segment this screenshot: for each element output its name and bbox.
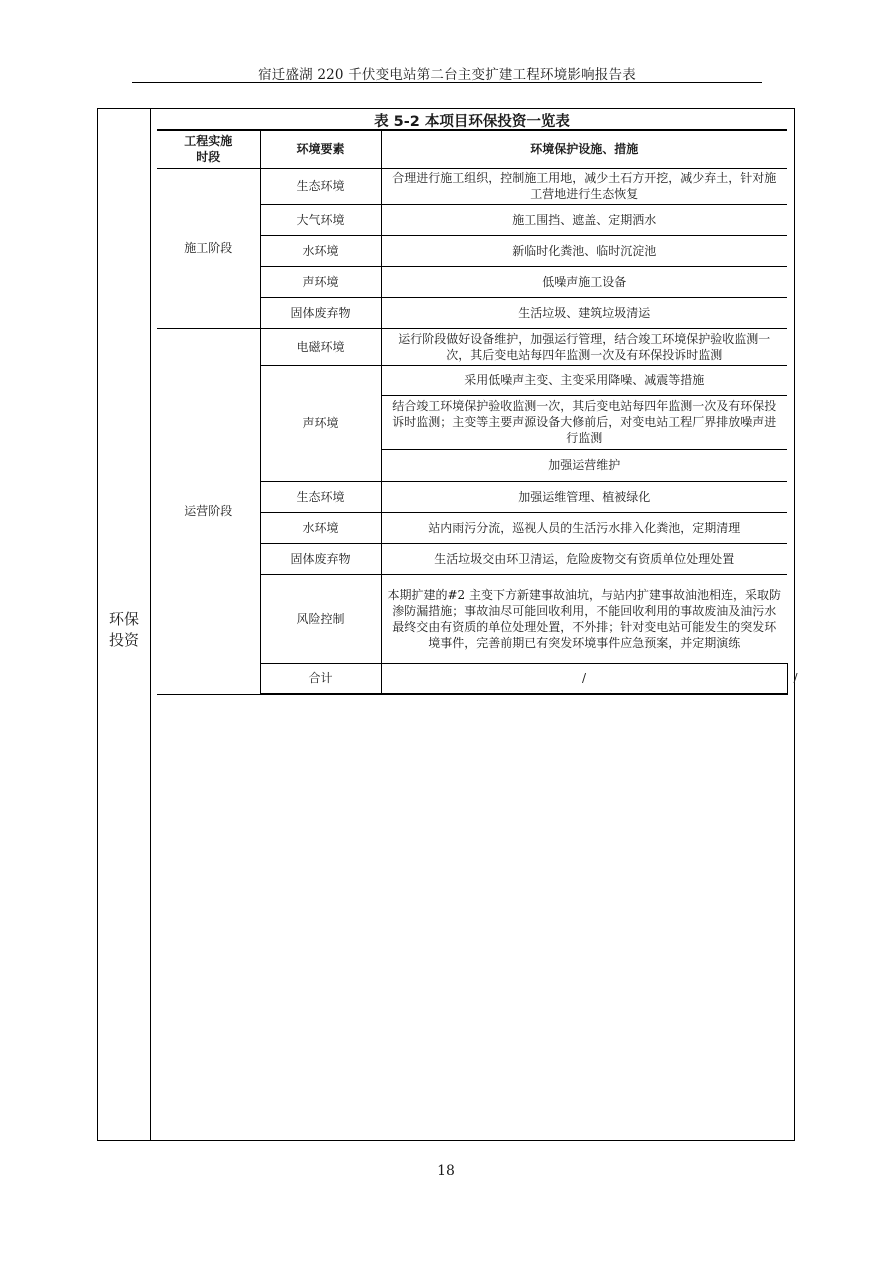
- element-cell: 大气环境: [260, 204, 381, 235]
- page-number: 18: [437, 1163, 455, 1179]
- header-phase: 工程实施 时段: [157, 130, 260, 168]
- element-cell: 风险控制: [260, 574, 381, 663]
- table-header-row: [157, 130, 787, 168]
- element-cell: 生态环境: [260, 481, 381, 512]
- measure-cell: 加强运维管理、植被绿化: [381, 481, 787, 512]
- total-label: 合计: [260, 663, 381, 694]
- measure-cell: 采用低噪声主变、主变采用降噪、减震等措施: [381, 365, 787, 395]
- total-row: 合计 / /: [157, 663, 787, 694]
- element-cell: 固体废弃物: [260, 543, 381, 574]
- side-label: [98, 609, 150, 651]
- frame-divider: [150, 109, 151, 1140]
- measure-cell: 生活垃圾、建筑垃圾清运: [381, 297, 787, 328]
- header-measures: 环境保护设施、措施: [381, 130, 787, 168]
- measure-cell: 生活垃圾交由环卫清运，危险废物交有资质单位处理处置: [381, 543, 787, 574]
- measure-cell: 新临时化粪池、临时沉淀池: [381, 235, 787, 266]
- side-label-line2: 投资: [108, 631, 139, 649]
- measure-cell: 施工围挡、遮盖、定期洒水: [381, 204, 787, 235]
- table-title: 表 5-2 本项目环保投资一览表: [374, 114, 570, 130]
- side-label-line1: 环保: [108, 610, 139, 628]
- phase-construction: 施工阶段: [157, 168, 260, 328]
- element-cell: 电磁环境: [260, 328, 381, 365]
- measure-cell: 运行阶段做好设备维护，加强运行管理，结合竣工环境保护验收监测一次，其后变电站每四年监测一次及有环保投诉时监测: [381, 328, 787, 365]
- measure-cell: 结合竣工环境保护验收监测一次，其后变电站每四年监测一次及有环保投诉时监测；主变等主要声源设备大修前后，对变电站工程厂界排放噪声进行监测: [381, 395, 787, 449]
- element-cell: 水环境: [260, 235, 381, 266]
- measure-cell: 低噪声施工设备: [381, 266, 787, 297]
- measure-cell: 加强运营维护: [381, 449, 787, 481]
- measure-cell: 本期扩建的#2 主变下方新建事故油坑，与站内扩建事故油池相连，采取防渗防漏措施；事故油尽可能回收利用，不能回收利用的事故废油及油污水最终交由有资质的单位处理处置，不外排；针对变电站可能发生的突发环境事件，完善前期已有突发环境事件应急预案，并定期演练: [381, 574, 787, 663]
- header-element: 环境要素: [260, 130, 381, 168]
- header-rule: [132, 82, 762, 83]
- table-row: [157, 168, 787, 204]
- element-cell: 声环境: [260, 365, 381, 481]
- element-cell: 固体废弃物: [260, 297, 381, 328]
- phase-operation: 运营阶段: [157, 328, 260, 694]
- element-cell: 水环境: [260, 512, 381, 543]
- investment-table: [157, 129, 798, 695]
- measure-cell: 合理进行施工组织，控制施工用地，减少土石方开挖，减少弃土，针对施工营地进行生态恢复: [381, 168, 787, 204]
- table-row: [157, 328, 787, 365]
- total-element: /: [381, 663, 787, 694]
- document-header-title: 宿迁盛湖 220 千伏变电站第二台主变扩建工程环境影响报告表: [258, 67, 636, 83]
- measure-cell: 站内雨污分流，巡视人员的生活污水排入化粪池，定期清理: [381, 512, 787, 543]
- element-cell: 生态环境: [260, 168, 381, 204]
- element-cell: 声环境: [260, 266, 381, 297]
